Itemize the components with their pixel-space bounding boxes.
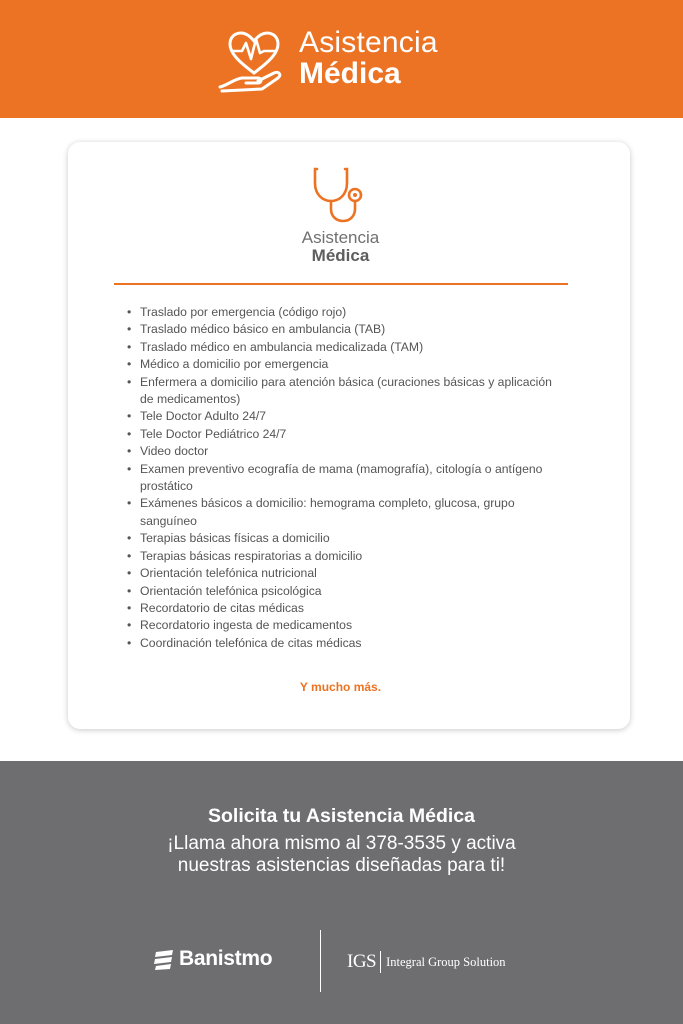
igs-divider [380, 951, 381, 973]
cta-line2: nuestras asistencias diseñadas para ti! [177, 855, 506, 876]
banistmo-logo [153, 947, 272, 971]
more-text: Y mucho más. [299, 680, 382, 694]
list-item: • Traslado médico en ambulancia medicalizada (TAM) [140, 339, 560, 356]
list-item: • Recordatorio de citas médicas [140, 600, 560, 617]
list-item: • Orientación telefónica nutricional [140, 565, 560, 582]
list-item: • Orientación telefónica psicológica [140, 583, 560, 600]
header-title-line1: Asistencia [299, 26, 438, 59]
list-item: • Médico a domicilio por emergencia [140, 356, 560, 373]
header-banner [0, 0, 683, 118]
cta-text [0, 833, 683, 877]
header-title-line2: Médica [299, 57, 401, 90]
cta-line1: ¡Llama ahora mismo al 378-3535 y activa [167, 833, 516, 854]
footer-divider [320, 930, 321, 992]
banistmo-mark-icon [153, 948, 175, 970]
list-item: • Examen preventivo ecografía de mama (mamografía), citología o antígeno prostático [140, 461, 560, 496]
igs-name: Integral Group Solution [386, 954, 506, 969]
benefits-list [140, 304, 560, 652]
card-title-line2: Médica [311, 246, 370, 265]
card-title-line1: Asistencia [301, 228, 380, 247]
card-title [68, 229, 613, 264]
footer-banner [0, 761, 683, 1024]
list-item: • Recordatorio ingesta de medicamentos [140, 617, 560, 634]
list-item: • Tele Doctor Pediátrico 24/7 [140, 426, 560, 443]
cta-title: Solicita tu Asistencia Médica [208, 805, 475, 827]
list-item: • Exámenes básicos a domicilio: hemograma completo, glucosa, grupo sanguíneo [140, 495, 560, 530]
list-item: • Terapias básicas físicas a domicilio [140, 530, 560, 547]
list-item: • Terapias básicas respiratorias a domicilio [140, 548, 560, 565]
list-item: • Coordinación telefónica de citas médicas [140, 635, 560, 652]
banistmo-name: Banistmo [179, 947, 273, 970]
list-item: • Traslado médico básico en ambulancia (TAB) [140, 321, 560, 338]
list-item: • Enfermera a domicilio para atención básica (curaciones básicas y aplicación de medicamentos) [140, 374, 560, 409]
stethoscope-icon [311, 165, 373, 225]
list-item: • Video doctor [140, 443, 560, 460]
heart-pulse-hand-icon [218, 29, 290, 93]
igs-logo [347, 951, 506, 973]
benefits-card [68, 142, 630, 729]
header-title [299, 28, 438, 89]
list-item: • Tele Doctor Adulto 24/7 [140, 408, 560, 425]
divider [114, 283, 568, 285]
list-item: • Traslado por emergencia (código rojo) [140, 304, 560, 321]
igs-mark: IGS [347, 951, 377, 972]
